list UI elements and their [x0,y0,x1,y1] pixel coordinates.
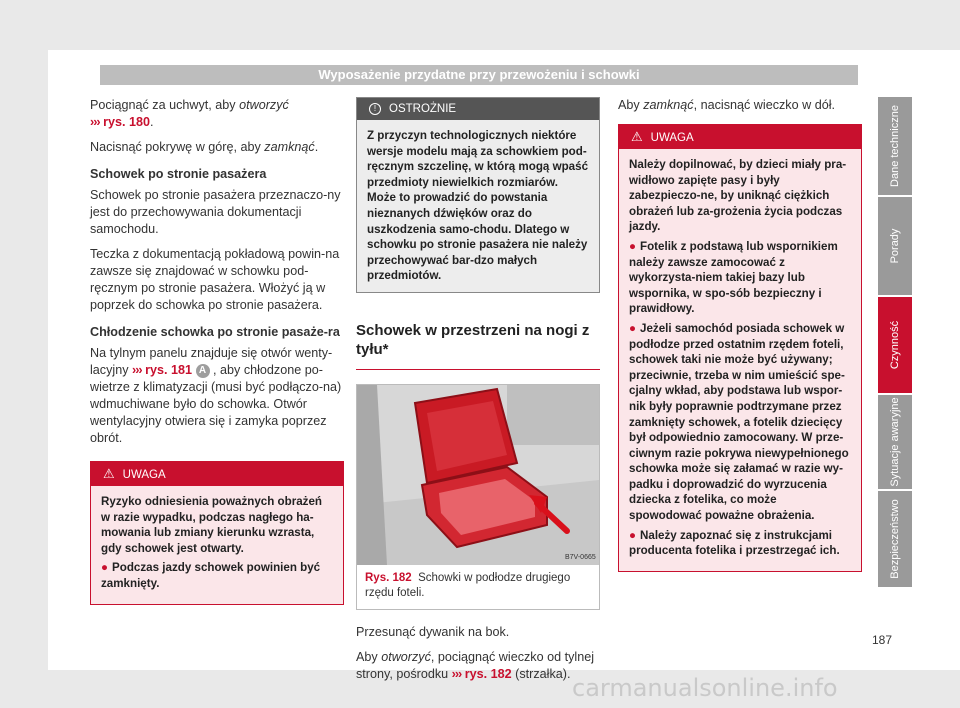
figure-link-180[interactable]: rys. 180 [103,115,151,129]
warning-bullet: ● Podczas jazdy schowek powinien być zamknięty. [101,561,321,590]
paragraph-move-mat: Przesunąć dywanik na bok. [356,624,510,639]
figure-code: B7V-0665 [565,553,596,561]
column-2 [356,97,600,691]
bullet-icon: ● [101,561,109,575]
warning-bullet: ● Należy zapoznać się z instrukcjami producenta fotelika i przestrzegać ich. [629,528,840,558]
warning-triangle-icon: ⚠ [631,129,643,144]
figure-182 [356,384,600,610]
chapter-header: Wyposażenie przydatne przy przewożeniu i schowki [100,65,858,85]
paragraph-cooling: Na tylnym panelu znajduje się otwór wenty-lacyjny ››› rys. 181 A , aby chłodzone po-wietrze z klimatyzacji (musi być podłączo-na) wdmuchiwane było do schowka. Otwór wentylacyjny otwiera się i zamyka poprzez obrót. [90,346,342,445]
warning-body: Należy dopilnować, by dzieci miały pra-widłowo zapięte pasy i były zabezpieczo-ne, by uniknąć ciężkich obrażeń lub za-grożenia życia podczas jazdy. ● Fotelik z podstawą lub wspornikiem należy zawsze zamocować z wykorzysta-niem takiej bazy lub wspornika, w spo-sób bezpieczny i prawidłowy. ● Jeżeli samochód posiada schowek w podłodze przed ostatnim rzędem foteli, schowek taki nie może być używany; przeciwnie, trzeba w nim umieścić spe-cjalny wkład, aby podstawa lub wspor-nik były poprawnie podtrzymane przez zamknięty schowek, a fotelik dziecięcy był odpowiednio zamocowany. W prze-ciwnym razie pokrywa niewypełnionego schowka może się załamać w razie wy-padku i doprowadzić do wyrzucenia dziecka z fotelika, co może spowodować poważne obrażenia. ● Należy zapoznać się z instrukcjami producenta fotelika i przestrzegać ich. [619,149,861,571]
caution-body: Z przyczyn technologicznych niektóre wersje modelu mają za schowkiem pod-ręcznym szczelinę, w którą mogą wpaść przedmioty niewielkich rozmiarów. Może to prowadzić do powstania nieznanych dźwięków oraz do uszkodzenia samo-chodu. Dlatego w schowku po stronie pasażera nie należy przechowywać bar-dzo małych przedmiotów. [357,120,599,292]
paragraph-open: Pociągnąć za uchwyt, aby otworzyć ››› rys. 180. [90,98,289,129]
warning-box-child-seat [618,124,862,572]
paragraph-documents: Teczka z dokumentacją pokładową powin-na zawsze się znajdować w schowku pod-ręcznym po stronie pasażera. Włożyć ją w poprzek do schowka po stronie pasażera. [90,247,340,312]
warning-triangle-icon: ⚠ [103,466,115,481]
info-circle-icon: ! [369,103,381,115]
column-1 [90,97,344,605]
figure-caption: Rys. 182 Schowki w podłodze drugiego rzędu foteli. [365,571,571,599]
caution-header: ! OSTROŻNIE [357,98,599,120]
ref-arrows: ››› [90,115,100,129]
figure-link-182[interactable]: rys. 182 [464,666,512,681]
paragraph-open-lid: Aby otworzyć, pociągnąć wieczko od tylnej strony, pośrodku ››› rys. 182 (strzałka). [356,649,595,681]
tab-sytuacje-awaryjne[interactable]: Sytuacje awaryjne [878,395,912,491]
bullet-icon: ● [629,321,637,335]
heading-passenger-glovebox: Schowek po stronie pasażera [90,167,267,181]
bullet-icon: ● [629,239,637,253]
warning-body: Ryzyko odniesienia poważnych obrażeń w razie wypadku, podczas nagłego ha-mowania lub zmiany kierunku wzrasta, gdy schowek jest otwarty. ● Podczas jazdy schowek powinien być zamknięty. [91,486,343,604]
paragraph-glovebox-purpose: Schowek po stronie pasażera przeznaczo-ny jest do przechowywania dokumentacji samochodu. [90,188,341,236]
watermark: carmanualsonline.info [572,674,838,702]
callout-badge-a: A [196,364,210,378]
warning-header: ⚠ UWAGA [619,125,861,149]
tab-bezpieczenstwo[interactable]: Bezpieczeństwo [878,491,912,589]
heading-cooling: Chłodzenie schowka po stronie pasaże-ra [90,325,340,339]
figure-link-181[interactable]: rys. 181 [145,363,193,377]
bullet-icon: ● [629,528,637,542]
page-number: 187 [872,633,893,647]
warning-box [90,461,344,605]
warning-header: ⚠ UWAGA [91,462,343,486]
paragraph-close: Nacisnąć pokrywę w górę, aby zamknąć. [90,140,319,154]
column-3 [618,97,862,572]
floor-storage-photo [357,385,599,565]
warning-bullet: ● Fotelik z podstawą lub wspornikiem należy zawsze zamocować z wykorzysta-niem takiej bazy lub wspornika, w spo-sób bezpieczny i prawidłowy. [629,239,838,316]
paragraph-close-lid: Aby zamknąć, nacisnąć wieczko w dół. [618,98,836,112]
tab-dane-techniczne[interactable]: Dane techniczne [878,97,912,197]
tab-czynnosc[interactable]: Czynność [878,297,912,395]
tab-porady[interactable]: Porady [878,197,912,297]
warning-bullet: ● Jeżeli samochód posiada schowek w podłodze przed ostatnim rzędem foteli, schowek taki nie może być używany; przeciwnie, trzeba w nim umieścić spe-cjalny wkład, aby podstawa lub wspor-nik były poprawnie podtrzymane przez zamknięty schowek, a fotelik dziecięcy był odpowiednio zamocowany. W prze-ciwnym razie pokrywa niewypełnionego schowka może się załamać w razie wy-padku i doprowadzić do wyrzucenia dziecka z fotelika, co może spowodować poważne obrażenia. [629,321,849,523]
caution-box [356,97,600,293]
section-title-rear-footwell: Schowek w przestrzeni na nogi z tyłu* [356,321,600,370]
